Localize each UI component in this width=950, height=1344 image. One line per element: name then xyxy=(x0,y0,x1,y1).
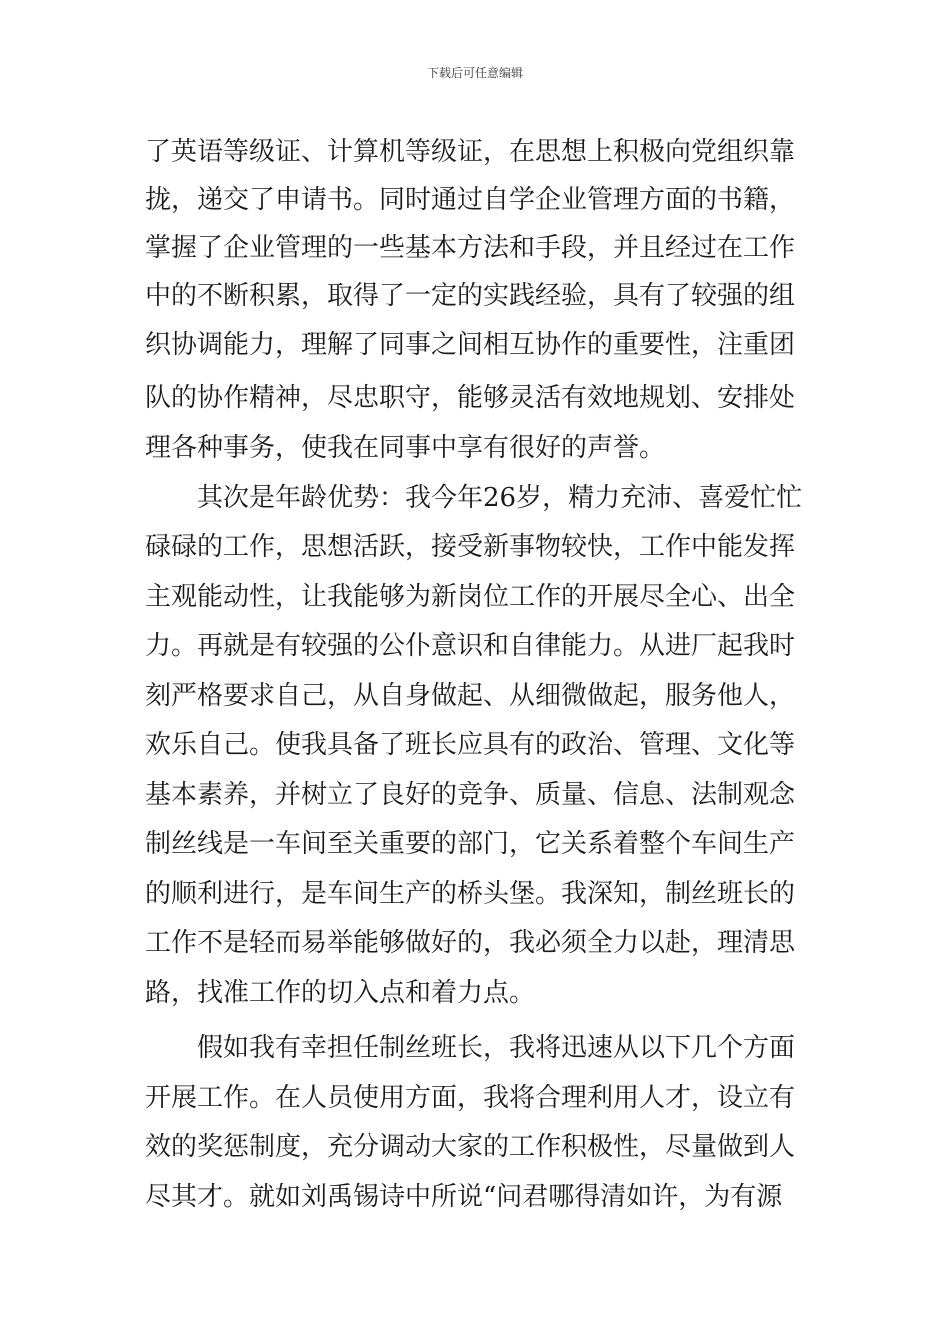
body-line: 的顺利进行，是车间生产的桥头堡。我深知，制丝班长的 xyxy=(145,879,796,909)
body-line: 制丝线是一车间至关重要的部门，它关系着整个车间生产 xyxy=(145,829,796,859)
body-line: 基本素养，并树立了良好的竞争、质量、信息、法制观念 xyxy=(145,780,796,810)
body-line: 工作不是轻而易举能够做好的，我必须全力以赴，理清思 xyxy=(145,928,796,958)
body-line: 欢乐自己。使我具备了班长应具有的政治、管理、文化等 xyxy=(145,730,796,760)
body-line: 力。再就是有较强的公仆意识和自律能力。从进厂起我时 xyxy=(145,631,796,661)
body-line: 拢，递交了申请书。同时通过自学企业管理方面的书籍， xyxy=(145,185,796,215)
body-line: 碌碌的工作，思想活跃，接受新事物较快，工作中能发挥 xyxy=(145,532,796,562)
body-line: 中的不断积累，取得了一定的实践经验，具有了较强的组 xyxy=(145,281,796,311)
body-line: 了英语等级证、计算机等级证，在思想上积极向党组织靠 xyxy=(145,137,796,167)
body-line: 尽其才。就如刘禹锡诗中所说“问君哪得清如许，为有源 xyxy=(145,1182,783,1212)
body-line: 刻严格要求自己，从自身做起、从细微做起，服务他人， xyxy=(145,681,796,711)
body-line: 其次是年龄优势：我今年26岁，精力充沛、喜爱忙忙 xyxy=(197,483,803,513)
body-line: 掌握了企业管理的一些基本方法和手段，并且经过在工作 xyxy=(145,233,796,263)
body-line: 效的奖惩制度，充分调动大家的工作积极性，尽量做到人 xyxy=(145,1132,796,1162)
body-line: 理各种事务，使我在同事中享有很好的声誉。 xyxy=(145,433,666,463)
body-line: 假如我有幸担任制丝班长，我将迅速从以下几个方面 xyxy=(197,1033,796,1063)
body-line: 路，找准工作的切入点和着力点。 xyxy=(145,978,536,1008)
body-line: 主观能动性，让我能够为新岗位工作的开展尽全心、出全 xyxy=(145,582,796,612)
page-header: 下载后可任意编辑 xyxy=(426,66,523,80)
body-line: 开展工作。在人员使用方面，我将合理利用人才，设立有 xyxy=(145,1083,796,1113)
body-line: 队的协作精神，尽忠职守，能够灵活有效地规划、安排处 xyxy=(145,383,796,413)
body-line: 织协调能力，理解了同事之间相互协作的重要性，注重团 xyxy=(145,330,796,360)
